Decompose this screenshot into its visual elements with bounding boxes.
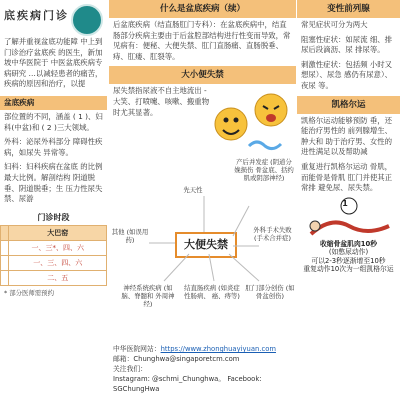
page-title: 底疾病门诊: [4, 9, 69, 22]
table-row: [1, 240, 107, 255]
emoji-illustration: [209, 86, 295, 154]
table-cell: [1, 270, 9, 285]
posterior-pelvic-text: 后盆底疾病（结直肠肛门专科）：在盆底疾病中，结直肠部分疾病主要由于后盆腔部结构进行性变而导致，常见病有：便秘、大便失禁、肛门直肠痛、直肠脱垂、痔、肛瘘、肛裂等。: [113, 20, 291, 61]
title-area: [0, 0, 107, 35]
fecal-incontinence-diagram: [109, 156, 296, 328]
table-cell: 二、五: [9, 270, 107, 285]
clinic-hours-title: 门诊时段: [37, 212, 70, 222]
email-text[interactable]: Chunghwa@singaporetcm.com: [133, 355, 240, 363]
follow-label: 关注我们：: [113, 365, 147, 373]
kegel-text-1: 凯格尔运动能够预防 垂，还能治疗男性的 前列腺增生、肿大和 助于治疗男、女性的 进性满足以及帮助减: [301, 115, 393, 157]
section-header-kegel: 凯格尔运: [297, 96, 400, 114]
middle-column: [109, 0, 296, 400]
caption-increase: 可以2-3秒逐渐增至10秒: [311, 256, 386, 265]
section-header-incontinence: 大小便失禁: [109, 66, 296, 84]
hospital-logo-icon: [71, 4, 103, 36]
exercise-step-number: 1: [342, 198, 348, 208]
website-link[interactable]: https://www.zhonghuayiyuan.com: [160, 345, 276, 353]
diagram-label-colorectal: 结直肠疾病 (如炎症性肠病、 癌、痔等): [184, 284, 240, 301]
table-cell: [1, 240, 9, 255]
contact-footer: [109, 342, 296, 400]
caption-repeat: 重复动作10次为一组凯格尔运: [303, 265, 394, 274]
table-header: [1, 225, 9, 240]
diagram-label-postpartum: 产后并发症 (阴道分娩损伤 骨盆底、括约 肌或阴部神经): [234, 158, 294, 183]
section-body-3: 妇科：妇科疾病在盆底 的比例最大比例。解剖结构 阴道脱垂、阴道脱垂；生 压力性尿失禁、尿游: [4, 162, 103, 204]
right-column: [297, 0, 400, 400]
section-header-prostate: 变性前列腺: [297, 0, 400, 18]
table-row: [1, 270, 107, 285]
section-body-1: 部位置的不同，涵盖 ( 1 )、妇科(中盆)和 ( 2 )三大领域。: [4, 111, 103, 132]
left-column: [0, 0, 107, 400]
email-label: 邮箱：: [113, 355, 134, 363]
diagram-label-congenital: 先天性: [183, 186, 203, 195]
diagram-center: 大便失禁: [175, 232, 237, 258]
facebook-handle[interactable]: Facebook: SGChungHwa: [113, 375, 262, 393]
kegel-text-2: 重复进行凯格尔运动 骨肌，而能骨是骨肌 肛门并使其正常排 避免尿、尿失禁。: [301, 161, 393, 193]
clinic-hours-table: [0, 225, 107, 286]
prostate-text-3: 刺激性症状：包括频 小时又想尿）、尿急 感仍有尿意）、夜尿 等。: [301, 59, 393, 90]
diagram-label-neuro: 神经系统疾病 (如脑、脊髓和 外周神经): [121, 284, 175, 309]
diagram-label-trauma: 肛门部分创伤 (如骨盆创伤): [245, 284, 295, 301]
incontinence-block: [109, 84, 296, 156]
table-header: 大巴窑: [9, 225, 107, 240]
table-row: [1, 255, 107, 270]
exercise-figure-icon: [301, 196, 397, 240]
section-header-pelvic-disease: 盆底疾病: [0, 96, 107, 110]
prostate-text-1: 常见症状可分为两大: [301, 20, 368, 29]
intro-text: 了解并重视盆底功能障 中上到门诊治疗盆底疾 的医生，新加坡中华医院于 中医盆底疾病专病研究 …以减轻患者的痛苦， 疾病的原因和治疗，以提: [4, 37, 103, 89]
caption-contract: 收缩骨盆肌肉10秒: [319, 239, 378, 248]
caption-hold: (如憋尿动作): [328, 248, 369, 257]
diagram-label-surgery: 外科手术失败 (手术合并症): [253, 226, 292, 243]
appointment-footnote: * 部分医师需预约: [4, 288, 54, 297]
incontinence-text: 尿失禁指尿液不自主地流出 - 大笑、打喷嚏、咳嗽、搬重物时尤其显著。: [113, 86, 210, 117]
kegel-captions: [297, 240, 400, 274]
site-label: 中华医院网站：: [113, 345, 161, 353]
section-body-2: 外科：泌尿外科部分 障碍性疾病，如尿失 异常等。: [4, 137, 103, 157]
prostate-text-2: 阻塞性症状：如尿流 细、排尿后段滴沥、尿 排尿等。: [301, 34, 393, 55]
table-cell: [1, 255, 9, 270]
diagram-label-other: 其他 (如误用 药): [111, 228, 149, 245]
table-cell: 一、三*、四、六: [9, 240, 107, 255]
instagram-handle[interactable]: Instagram: @schmi_Chunghwa。: [113, 375, 226, 383]
table-cell: 一、三、四、六: [9, 255, 107, 270]
kegel-illustration: [297, 196, 400, 274]
section-header-pelvic-disease-cont: 什么是盆底疾病（续）: [109, 0, 296, 18]
